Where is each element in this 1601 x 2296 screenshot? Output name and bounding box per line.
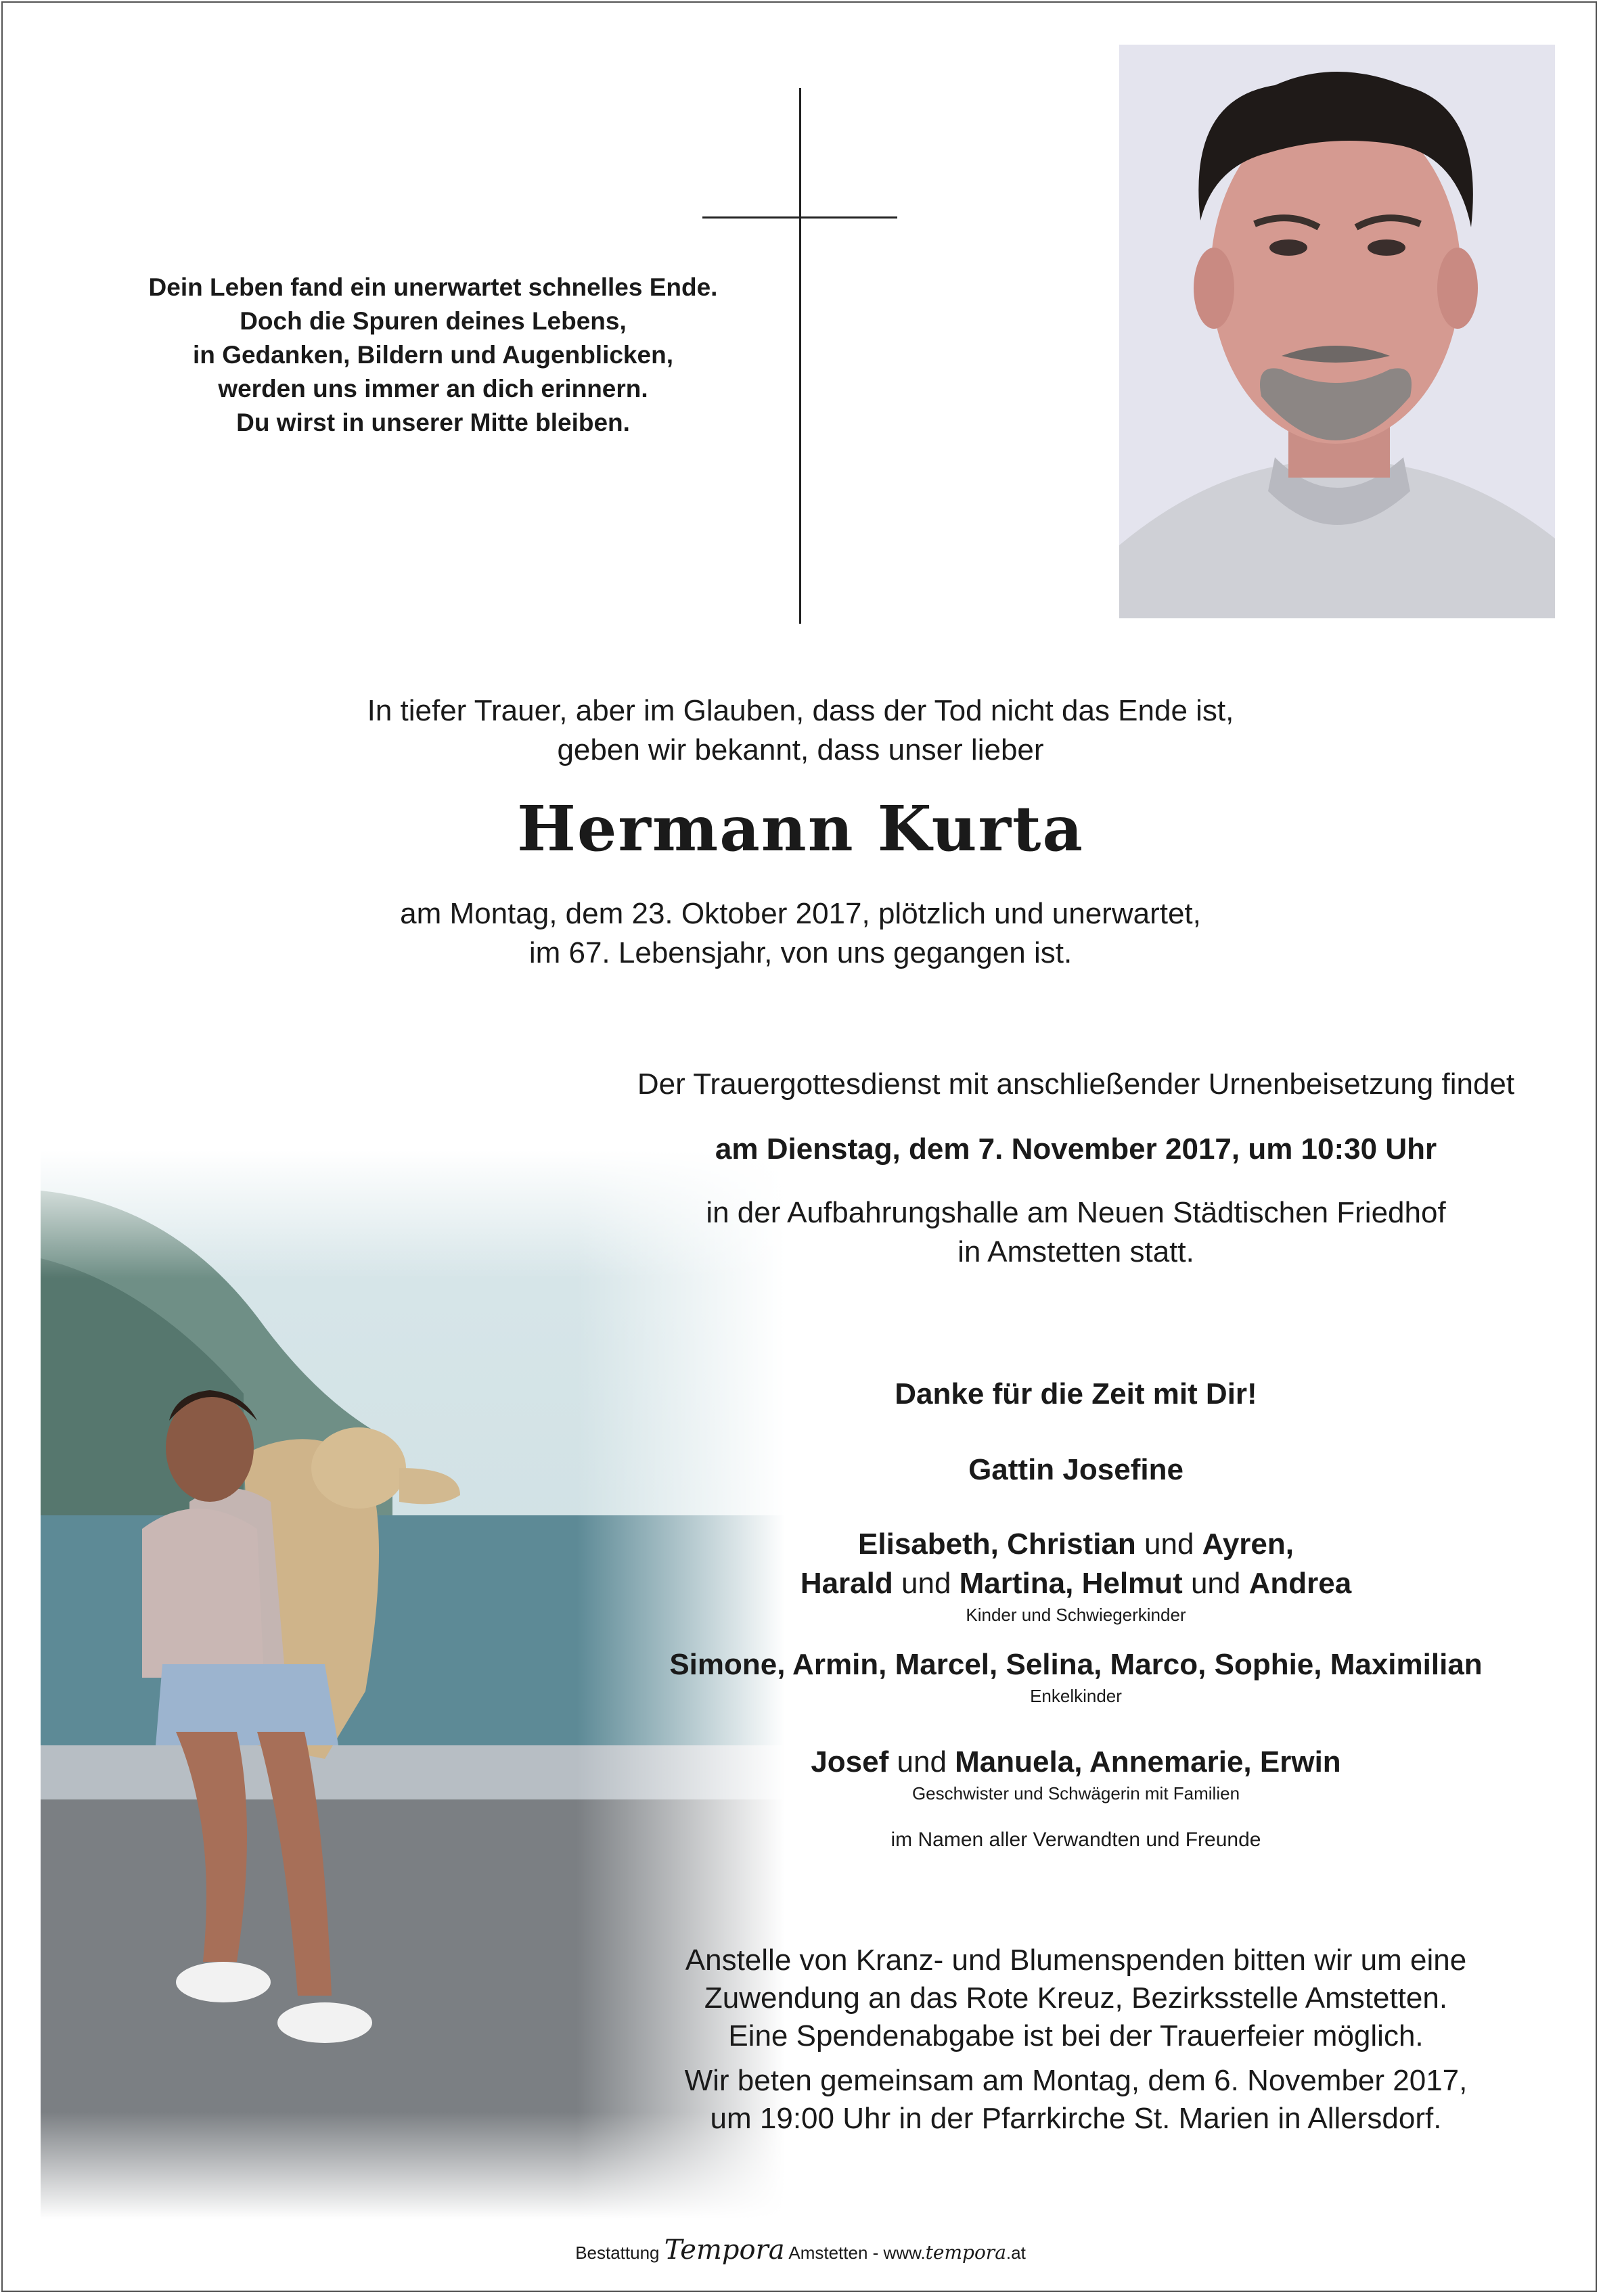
thanks-heading: Danke für die Zeit mit Dir!: [895, 1377, 1257, 1410]
intro-text: [0, 691, 1601, 770]
connector: und: [1144, 1528, 1194, 1561]
footer-prefix: Bestattung: [575, 2243, 660, 2263]
donation-text: [582, 1942, 1570, 2055]
cross-icon-bar: [702, 216, 897, 219]
children-line: [582, 1525, 1570, 1564]
donation-line: Anstelle von Kranz- und Blumenspenden bitten wir um eine: [685, 1944, 1467, 1977]
death-line: am Montag, dem 23. Oktober 2017, plötzlich und unerwartet,: [400, 897, 1201, 930]
grandchildren-caption: Enkelkinder: [1030, 1686, 1122, 1706]
prayer-text: [582, 2062, 1570, 2138]
siblings-caption: Geschwister und Schwägerin mit Familien: [911, 1783, 1240, 1804]
siblings-line: [582, 1743, 1570, 1782]
brand-logo: Tempora: [664, 2234, 785, 2266]
portrait-photo: [1119, 45, 1555, 618]
footer: [0, 2236, 1601, 2266]
children-line: [582, 1564, 1570, 1603]
poem: [81, 271, 785, 440]
memorial-photo: [41, 1150, 785, 2219]
service-place: [582, 1193, 1570, 1272]
connector: und: [897, 1745, 947, 1778]
mourner-names: Manuela, Annemarie, Erwin: [955, 1745, 1341, 1778]
service-place-line: in Amstetten statt.: [957, 1235, 1194, 1268]
spouse-name: Gattin Josefine: [968, 1453, 1183, 1486]
mourner-names: Martina, Helmut: [959, 1567, 1183, 1600]
footer-suffix: Amstetten - www.: [788, 2243, 926, 2263]
service-place-line: in der Aufbahrungshalle am Neuen Städtischen Friedhof: [706, 1196, 1446, 1229]
mourner-names: Harald: [800, 1567, 893, 1600]
mourner-names: Josef: [811, 1745, 889, 1778]
death-line: im 67. Lebensjahr, von uns gegangen ist.: [528, 936, 1073, 969]
poem-line: Dein Leben fand ein unerwartet schnelles Ende.: [148, 273, 718, 301]
mourner-names: Andrea: [1248, 1567, 1352, 1600]
cross-icon: [799, 88, 801, 624]
donation-line: Eine Spendenabgabe ist bei der Trauerfeier möglich.: [728, 2019, 1424, 2052]
donation-line: Zuwendung an das Rote Kreuz, Bezirksstelle Amstetten.: [704, 1981, 1448, 2015]
mourner-names: Elisabeth, Christian: [858, 1528, 1136, 1561]
prayer-line: Wir beten gemeinsam am Montag, dem 6. November 2017,: [684, 2064, 1468, 2097]
prayer-line: um 19:00 Uhr in der Pfarrkirche St. Marien in Allersdorf.: [710, 2102, 1442, 2135]
service-date: am Dienstag, dem 7. November 2017, um 10:30 Uhr: [715, 1132, 1437, 1166]
connector: und: [1190, 1567, 1241, 1600]
intro-line: In tiefer Trauer, aber im Glauben, dass der Tod nicht das Ende ist,: [367, 694, 1234, 727]
mourner-names: Simone, Armin, Marcel, Selina, Marco, Sophie, Maximilian: [669, 1648, 1483, 1681]
service-intro: Der Trauergottesdienst mit anschließender Urnenbeisetzung findet: [637, 1067, 1515, 1101]
children-caption: Kinder und Schwiegerkinder: [966, 1605, 1186, 1625]
poem-line: Du wirst in unserer Mitte bleiben.: [236, 409, 630, 436]
connector: und: [901, 1567, 951, 1600]
deceased-name: Hermann Kurta: [516, 792, 1085, 865]
mourner-names: Ayren,: [1202, 1528, 1294, 1561]
relatives-text: im Namen aller Verwandten und Freunde: [890, 1829, 1261, 1851]
grandchildren-line: [582, 1645, 1570, 1684]
poem-line: Doch die Spuren deines Lebens,: [240, 307, 627, 335]
poem-line: in Gedanken, Bildern und Augenblicken,: [193, 341, 673, 369]
poem-line: werden uns immer an dich erinnern.: [218, 375, 648, 403]
intro-line: geben wir bekannt, dass unser lieber: [557, 733, 1044, 766]
footer-website-brand: tempora: [925, 2241, 1006, 2264]
footer-tld: .at: [1006, 2243, 1026, 2263]
death-text: [0, 894, 1601, 973]
